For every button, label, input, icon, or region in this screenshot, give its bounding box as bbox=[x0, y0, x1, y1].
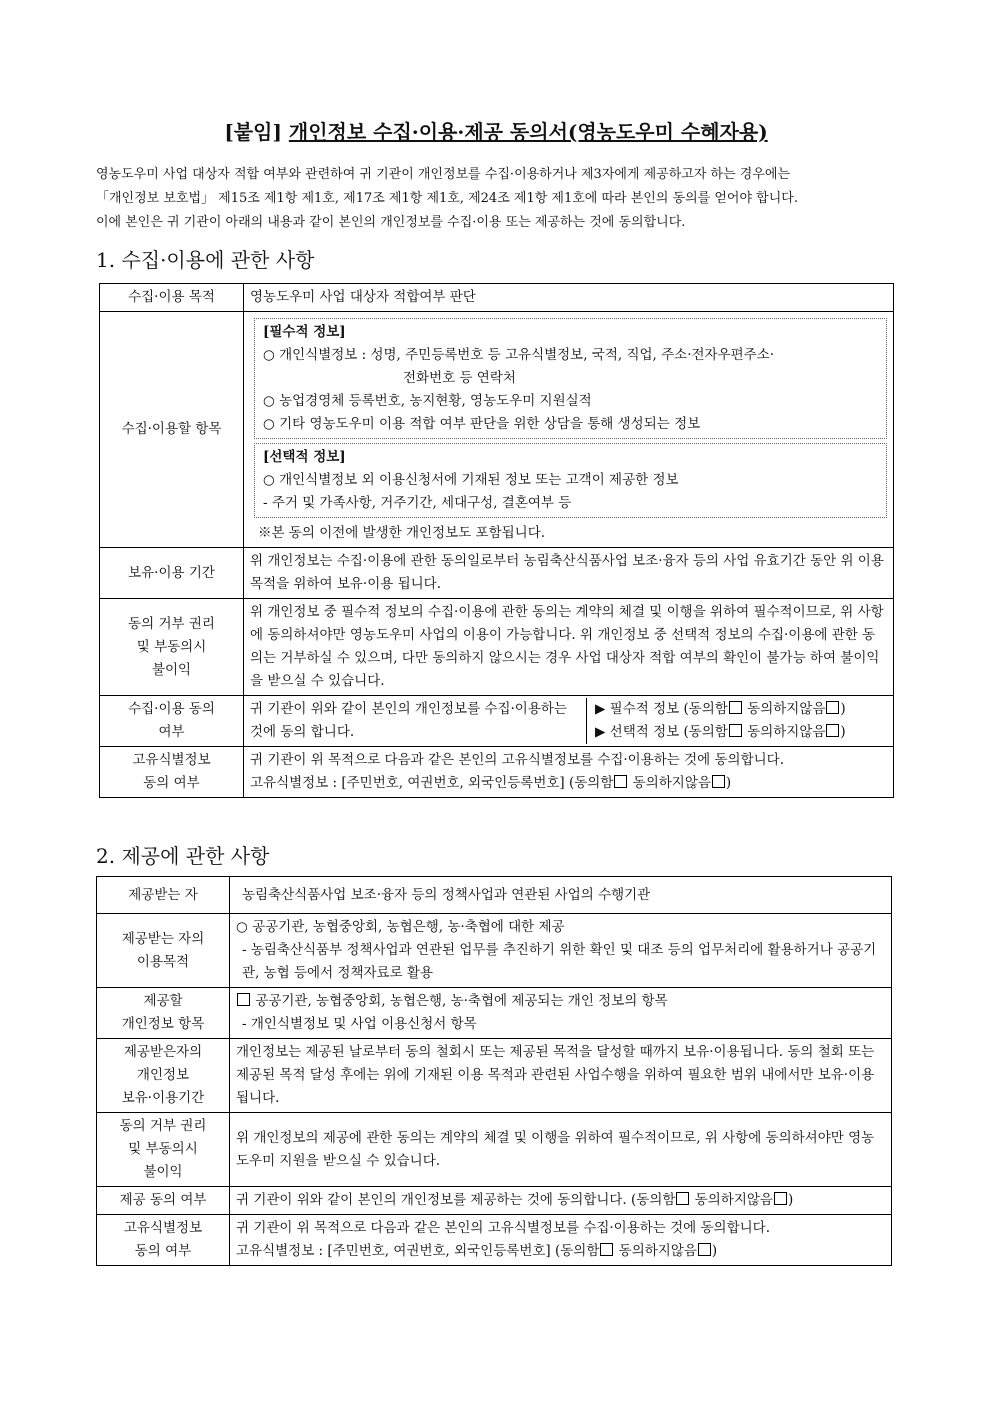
retention-row bbox=[97, 1039, 892, 1113]
provision-purpose-label bbox=[97, 914, 230, 988]
items-note: ※본 동의 이전에 발생한 개인정보도 포함됩니다. bbox=[258, 525, 546, 541]
disagree-checkbox[interactable] bbox=[698, 1243, 711, 1256]
provision-consent-text: 귀 기관이 위와 같이 본인의 개인정보를 제공하는 것에 동의합니다. (동의함 bbox=[236, 1192, 676, 1208]
required-info-box bbox=[254, 318, 887, 439]
consent-required-text: ▶ 필수적 정보 (동의함 bbox=[595, 701, 728, 717]
items-cell bbox=[244, 312, 894, 548]
provision-consent-row bbox=[97, 1187, 892, 1215]
provision-items-row bbox=[97, 988, 892, 1039]
provision-purpose-value bbox=[230, 914, 892, 988]
intro-line: 영농도우미 사업 대상자 적합 여부와 관련하여 귀 기관이 개인정보를 수집·이용하거나 제3자에게 제공하고자 하는 경우에는 bbox=[96, 167, 791, 182]
refuse-label-line: 및 부동의시 bbox=[136, 638, 207, 655]
provision-items-label bbox=[97, 988, 230, 1039]
uid-label-line: 동의 여부 bbox=[143, 775, 200, 791]
recipient-value: 농림축산식품사업 보조·융자 등의 정책사업과 연관된 사업의 수행기관 bbox=[230, 877, 892, 914]
items-label: 수집·이용할 항목 bbox=[100, 312, 244, 548]
uid-consent-text: 고유식별정보 : [주민번호, 여권번호, 외국인등록번호] (동의함 bbox=[250, 775, 614, 791]
disagree-text: 동의하지않음 bbox=[618, 1243, 697, 1259]
disagree-checkbox[interactable] bbox=[774, 1192, 787, 1205]
provision-refuse-label-line: 불이익 bbox=[143, 1164, 183, 1180]
items-row bbox=[100, 312, 894, 548]
period-label: 보유·이용 기간 bbox=[100, 548, 244, 599]
provision-uid-consent-text: 고유식별정보 : [주민번호, 여권번호, 외국인등록번호] (동의함 bbox=[236, 1243, 600, 1259]
uid-consent-line: 고유식별정보 : [주민번호, 여권번호, 외국인등록번호] (동의함 동의하지않음 ) bbox=[250, 775, 732, 791]
agree-checkbox[interactable] bbox=[729, 701, 742, 714]
provision-uid-label-line: 고유식별정보 bbox=[123, 1220, 203, 1236]
consent-label-line: 수집·이용 동의 bbox=[128, 701, 215, 717]
period-value: 위 개인정보는 수집·이용에 관한 동의일로부터 농림축산식품사업 보조·융자 등의 사업 유효기간 동안 위 이용목적을 위하여 보유·이용 됩니다. bbox=[244, 548, 894, 599]
agree-checkbox[interactable] bbox=[600, 1243, 613, 1256]
uid-row bbox=[100, 747, 894, 798]
provision-purpose-label-line: 제공받는 자의 bbox=[121, 930, 205, 947]
disagree-text: 동의하지않음 bbox=[747, 724, 826, 740]
required-line: 전화번호 등 연락처 bbox=[403, 370, 516, 386]
refuse-value: 위 개인정보 중 필수적 정보의 수집·이용에 관한 동의는 계약의 체결 및 이행을 위하여 필수적이므로, 위 사항에 동의하셔야만 영농도우미 사업의 이용이 가능합니다. 위 개인정보 중 선택적 정보의 수집·이용에 관한 동의는 거부하실 수 있으며, 다만 동의하지 않으시는 경우 사업 대상자 적합 여부의 확인이 불가능 하여 불이익을 받으실 수 있습니다. bbox=[244, 599, 894, 696]
optional-line: - 주거 및 가족사항, 거주기간, 세대구성, 결혼여부 등 bbox=[263, 495, 572, 511]
provision-items-line: - 개인식별정보 및 사업 이용신청서 항목 bbox=[242, 1016, 477, 1032]
title-main: 개인정보 수집·이용·제공 동의서(영농도우미 수혜자용) bbox=[288, 120, 768, 144]
refuse-row bbox=[100, 599, 894, 696]
consent-cell bbox=[244, 696, 894, 747]
provision-uid-consent-line: 고유식별정보 : [주민번호, 여권번호, 외국인등록번호] (동의함 동의하지않음 ) bbox=[236, 1243, 718, 1259]
optional-line: ○ 개인식별정보 외 이용신청서에 기재된 정보 또는 고객이 제공한 정보 bbox=[263, 472, 679, 488]
refuse-label-line: 불이익 bbox=[151, 661, 192, 678]
refuse-label-line: 동의 거부 권리 bbox=[128, 615, 215, 632]
provision-refuse-label bbox=[97, 1113, 230, 1187]
uid-line: 귀 기관이 위 목적으로 다음과 같은 본인의 고유식별정보를 수집·이용하는 것에 동의합니다. bbox=[250, 752, 785, 768]
agree-checkbox[interactable] bbox=[676, 1192, 689, 1205]
retention-label-line: 개인정보 bbox=[136, 1067, 190, 1083]
consent-label-line: 여부 bbox=[158, 724, 185, 740]
consent-required-option: ▶ 필수적 정보 (동의함 동의하지않음 ) bbox=[595, 701, 846, 717]
uid-label-line: 고유식별정보 bbox=[132, 752, 211, 768]
optional-info-box bbox=[254, 443, 887, 518]
section2-heading: 2. 제공에 관한 사항 bbox=[96, 844, 270, 868]
disagree-checkbox[interactable] bbox=[712, 775, 725, 788]
uid-value bbox=[244, 747, 894, 798]
purpose-label: 수집·이용 목적 bbox=[100, 284, 244, 312]
provision-refuse-row bbox=[97, 1113, 892, 1187]
provision-items-line bbox=[236, 990, 885, 1013]
provision-items-value bbox=[230, 988, 892, 1039]
provision-consent-value: 귀 기관이 위와 같이 본인의 개인정보를 제공하는 것에 동의합니다. (동의함 동의하지않음 ) bbox=[230, 1187, 892, 1215]
disagree-text: 동의하지않음 bbox=[632, 775, 711, 791]
provision-consent-label: 제공 동의 여부 bbox=[97, 1187, 230, 1215]
disagree-checkbox[interactable] bbox=[826, 701, 839, 714]
disagree-text: 동의하지않음 bbox=[747, 701, 826, 717]
provision-refuse-label-line: 동의 거부 권리 bbox=[119, 1118, 207, 1134]
provision-purpose-label-line: 이용목적 bbox=[136, 953, 190, 970]
purpose-value: 영농도우미 사업 대상자 적합여부 판단 bbox=[244, 284, 894, 312]
consent-options bbox=[587, 698, 893, 744]
intro-line: 「개인정보 보호법」 제15조 제1항 제1호, 제17조 제1항 제1호, 제24조 제1항 제1호에 따라 본인의 동의를 얻어야 합니다. bbox=[96, 191, 798, 206]
required-line: ○ 기타 영농도우미 이용 적합 여부 판단을 위한 상담을 통해 생성되는 정보 bbox=[263, 416, 701, 432]
retention-label bbox=[97, 1039, 230, 1113]
recipient-row bbox=[97, 877, 892, 914]
required-line: ○ 개인식별정보 : 성명, 주민등록번호 등 고유식별정보, 국적, 직업, 주소·전자우편주소· bbox=[263, 347, 775, 363]
provision-uid-label bbox=[97, 1215, 230, 1266]
provision-refuse-label-line: 및 부동의시 bbox=[128, 1141, 198, 1157]
purpose-row bbox=[100, 284, 894, 312]
provision-items-label-line: 개인정보 항목 bbox=[121, 1016, 205, 1032]
disagree-text: 동의하지않음 bbox=[694, 1192, 773, 1208]
provision-uid-row bbox=[97, 1215, 892, 1266]
optional-title: [선택적 정보] bbox=[263, 449, 346, 465]
required-line: ○ 농업경영체 등록번호, 농지현황, 영농도우미 지원실적 bbox=[263, 393, 592, 409]
consent-optional-option: ▶ 선택적 정보 (동의함 동의하지않음 ) bbox=[595, 724, 846, 740]
retention-label-line: 제공받은자의 bbox=[123, 1044, 203, 1060]
refuse-label bbox=[100, 599, 244, 696]
period-row bbox=[100, 548, 894, 599]
consent-row bbox=[100, 696, 894, 747]
provision-purpose-row bbox=[97, 914, 892, 988]
consent-label bbox=[100, 696, 244, 747]
provision-items-text: 공공기관, 농협중앙회, 농협은행, 농·축협에 제공되는 개인 정보의 항목 bbox=[255, 993, 668, 1009]
document-title bbox=[0, 116, 992, 145]
provision-uid-value bbox=[230, 1215, 892, 1266]
title-prefix: [붙임] bbox=[224, 120, 289, 144]
section1-heading: 1. 수집·이용에 관한 사항 bbox=[96, 248, 315, 272]
provision-purpose-line: ○ 공공기관, 농협중앙회, 농협은행, 농·축협에 대한 제공 bbox=[236, 919, 565, 935]
consent-text: 귀 기관이 위와 같이 본인의 개인정보를 수집·이용하는 것에 동의 합니다. bbox=[250, 698, 587, 744]
agree-checkbox[interactable] bbox=[729, 724, 742, 737]
consent-optional-text: ▶ 선택적 정보 (동의함 bbox=[595, 724, 728, 740]
retention-label-line: 보유·이용기간 bbox=[121, 1090, 205, 1106]
provision-items-label-line: 제공할 bbox=[143, 993, 183, 1009]
intro-line: 이에 본인은 귀 기관이 아래의 내용과 같이 본인의 개인정보를 수집·이용 또는 제공하는 것에 동의합니다. bbox=[96, 215, 686, 230]
provision-uid-line: 귀 기관이 위 목적으로 다음과 같은 본인의 고유식별정보를 수집·이용하는 것에 동의합니다. bbox=[236, 1220, 771, 1236]
disagree-checkbox[interactable] bbox=[826, 724, 839, 737]
uid-label bbox=[100, 747, 244, 798]
recipient-label: 제공받는 자 bbox=[97, 877, 230, 914]
provision-table bbox=[96, 876, 892, 1266]
collection-table bbox=[99, 283, 894, 798]
intro-paragraph bbox=[96, 163, 896, 235]
retention-value: 개인정보는 제공된 날로부터 동의 철회시 또는 제공된 목적을 달성할 때까지 보유·이용됩니다. 동의 철회 또는 제공된 목적 달성 후에는 위에 기재된 이용 목적과 관련된 사업수행을 위하여 필요한 범위 내에서만 보유·이용 됩니다. bbox=[230, 1039, 892, 1113]
provision-uid-label-line: 동의 여부 bbox=[134, 1243, 192, 1259]
required-title: [필수적 정보] bbox=[263, 324, 346, 340]
agree-checkbox[interactable] bbox=[614, 775, 627, 788]
provision-refuse-value: 위 개인정보의 제공에 관한 동의는 계약의 체결 및 이행을 위하여 필수적이므로, 위 사항에 동의하셔야만 영농도우미 지원을 받으실 수 있습니다. bbox=[230, 1113, 892, 1187]
provision-purpose-line: - 농림축산식품부 정책사업과 연관된 업무를 추진하기 위한 확인 및 대조 등의 업무처리에 활용하거나 공공기관, 농협 등에서 정책자료로 활용 bbox=[242, 942, 877, 981]
item-checkbox[interactable] bbox=[237, 993, 250, 1006]
